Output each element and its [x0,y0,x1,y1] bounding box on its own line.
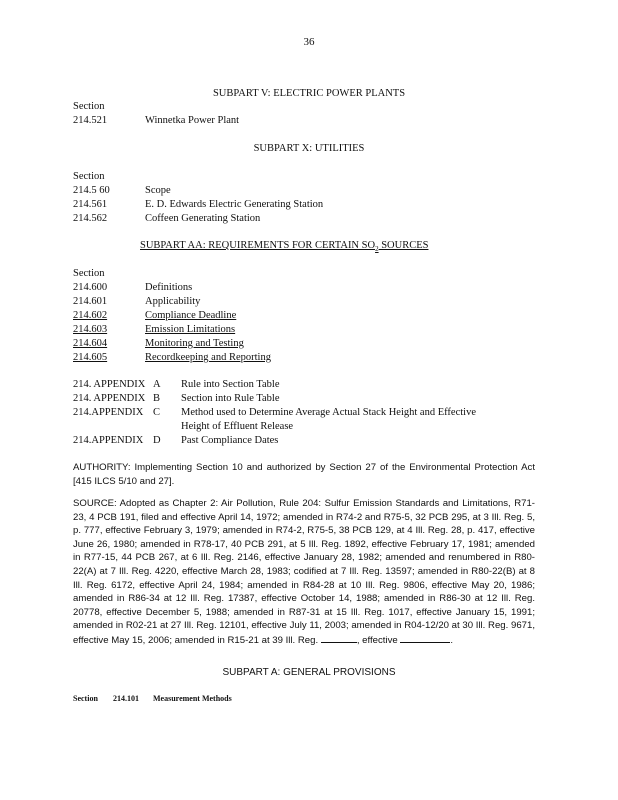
section-title: Winnetka Power Plant [145,115,240,126]
section-label: Section [73,268,105,279]
page-number: 36 [303,36,315,48]
blank-line [321,633,357,643]
section-label: Section [73,694,98,703]
appendix-letter: B [153,393,161,404]
section-code: 214.600 [73,282,108,293]
section-title: Monitoring and Testing [145,338,244,349]
section-label: Section [73,101,105,112]
subpart-aa-heading-text: SUBPART AA: REQUIREMENTS FOR CERTAIN SO [140,240,376,251]
section-title: Applicability [145,296,201,307]
blank-line [400,633,450,643]
source-note: SOURCE: Adopted as Chapter 2: Air Pollution, Rule 204: Sulfur Emission Standards and Limitations, R71-23, 4 PCB 191, filed and effective April 14, 1972; amended in R74-2 and R75-5, 32 PCB 295, at 3 Ill. Reg. 5, p. 777, effective February 3, 1979; amended in R74-2, R75-5, 38 PCB 129, at 4 Ill. Reg. 28, p. 417, effective June 26, 1980; amended in R78-17, 40 PCB 291, at 5 Ill. Reg. 1892, effective February 17, 1981; amended in R77-15, 44 PCB 267, at 6 Ill. Reg. 2146, effective January 28, 1982; amended and renumbered in R80-22(A) at 7 Ill. Reg. 4220, effective March 28, 1983; codified at 7 Ill. Reg. 13597; amended in R80-22(B) at 8 Ill. Reg. 6172, effective April 24, 1984; amended in R84-28 at 10 Ill. Reg. 9806, effective May 20, 1986; amended in R86-34 at 12 Ill. Reg. 17387, effective October 14, 1988; amended in R86-30 at 12 Ill. Reg. 20778, effective December 5, 1988; amended in R87-31 at 15 Ill. Reg. 1017, effective January 15, 1991; amended in R02-21 at 27 Ill. Reg. 12101, effective July 11, 2003; amended in R04-12/20 at 30 Ill. Reg. 9671, effective May 15, 2006; amended in R15-21 at 39 Ill. Reg. , effective . [73,498,535,646]
appendix-letter: D [153,435,161,446]
section-code: 214.602 [73,310,108,321]
appendix-letter: A [153,379,161,390]
source-effective: , effective [356,634,398,646]
section-title: Coffeen Generating Station [145,213,261,224]
section-title: Scope [145,185,171,196]
subpart-aa-heading-tail: SOURCES [378,240,429,251]
section-code: 214.603 [73,324,108,335]
section-title: Recordkeeping and Reporting [145,352,271,363]
appendix-code: 214.APPENDIX [73,435,144,446]
section-title: Emission Limitations [145,324,236,335]
section-code: 214.5 60 [73,185,110,196]
appendix-code: 214.APPENDIX [73,407,144,418]
appendix-title: Method used to Determine Average Actual Stack Height and Effective [181,407,476,418]
section-code: 214.604 [73,338,108,349]
section-title: Measurement Methods [153,694,232,703]
subpart-x-heading: SUBPART X: UTILITIES [253,143,365,154]
section-title: Compliance Deadline [145,310,237,321]
appendix-title: Rule into Section Table [181,379,280,390]
section-code: 214.521 [73,115,108,126]
section-code: 214.605 [73,352,108,363]
subpart-a-heading: SUBPART A: GENERAL PROVISIONS [222,667,396,678]
appendix-title: Past Compliance Dates [181,435,279,446]
footer-section-row [73,694,373,706]
section-title: E. D. Edwards Electric Generating Station [145,199,324,210]
subpart-x-list [73,185,533,227]
section-code: 214.601 [73,296,108,307]
subpart-aa-heading [140,240,428,253]
section-code: 214.101 [113,694,139,703]
section-title: Definitions [145,282,193,293]
section-label: Section [73,171,105,182]
subpart-aa-list [73,282,533,366]
subpart-v-heading: SUBPART V: ELECTRIC POWER PLANTS [212,88,406,99]
appendix-title-continued: Height of Effluent Release [181,421,294,432]
appendix-list [73,379,543,449]
section-code: 214.561 [73,199,108,210]
section-code: 214.562 [73,213,108,224]
subpart-v-list [73,115,533,129]
appendix-code: 214. APPENDIX [73,379,146,390]
appendix-title: Section into Rule Table [181,393,280,404]
source-text: SOURCE: Adopted as Chapter 2: Air Pollution, Rule 204: Sulfur Emission Standards and Limitations, R71-23, 4 PCB 191, filed and effective April 14, 1972; amended in R74-2 and R75-5, 32 PCB 295, at 3 Ill. Reg. 5, p. 777, effective February 3, 1979; amended in R74-2, R75-5, 38 PCB 129, at 4 Ill. Reg. 28, p. 417, effective June 26, 1980; amended in R78-17, 40 PCB 291, at 5 Ill. Reg. 1892, effective February 17, 1981; amended in R77-15, 44 PCB 267, at 6 Ill. Reg. 2146, effective January 28, 1982; amended and renumbered in R80-22(A) at 7 Ill. Reg. 4220, effective March 28, 1983; codified at 7 Ill. Reg. 13597; amended in R80-22(B) at 8 Ill. Reg. 6172, effective April 24, 1984; amended in R84-28 at 10 Ill. Reg. 9806, effective May 20, 1986; amended in R86-34 at 12 Ill. Reg. 17387, effective October 14, 1988; amended in R86-30 at 12 Ill. Reg. 20778, effective December 5, 1988; amended in R87-31 at 15 Ill. Reg. 1017, effective January 15, 1991; amended in R02-21 at 27 Ill. Reg. 12101, effective July 11, 2003; amended in R04-12/20 at 30 Ill. Reg. 9671, effective May 15, 2006; amended in R15-21 at 39 Ill. Reg. [73,498,535,646]
appendix-code: 214. APPENDIX [73,393,146,404]
authority-note: AUTHORITY: Implementing Section 10 and authorized by Section 27 of the Environmental Protection Act [415 ILCS 5/10 and 27]. [73,462,535,487]
subpart-aa-subscript: 2 [375,245,379,254]
appendix-letter: C [153,407,161,418]
